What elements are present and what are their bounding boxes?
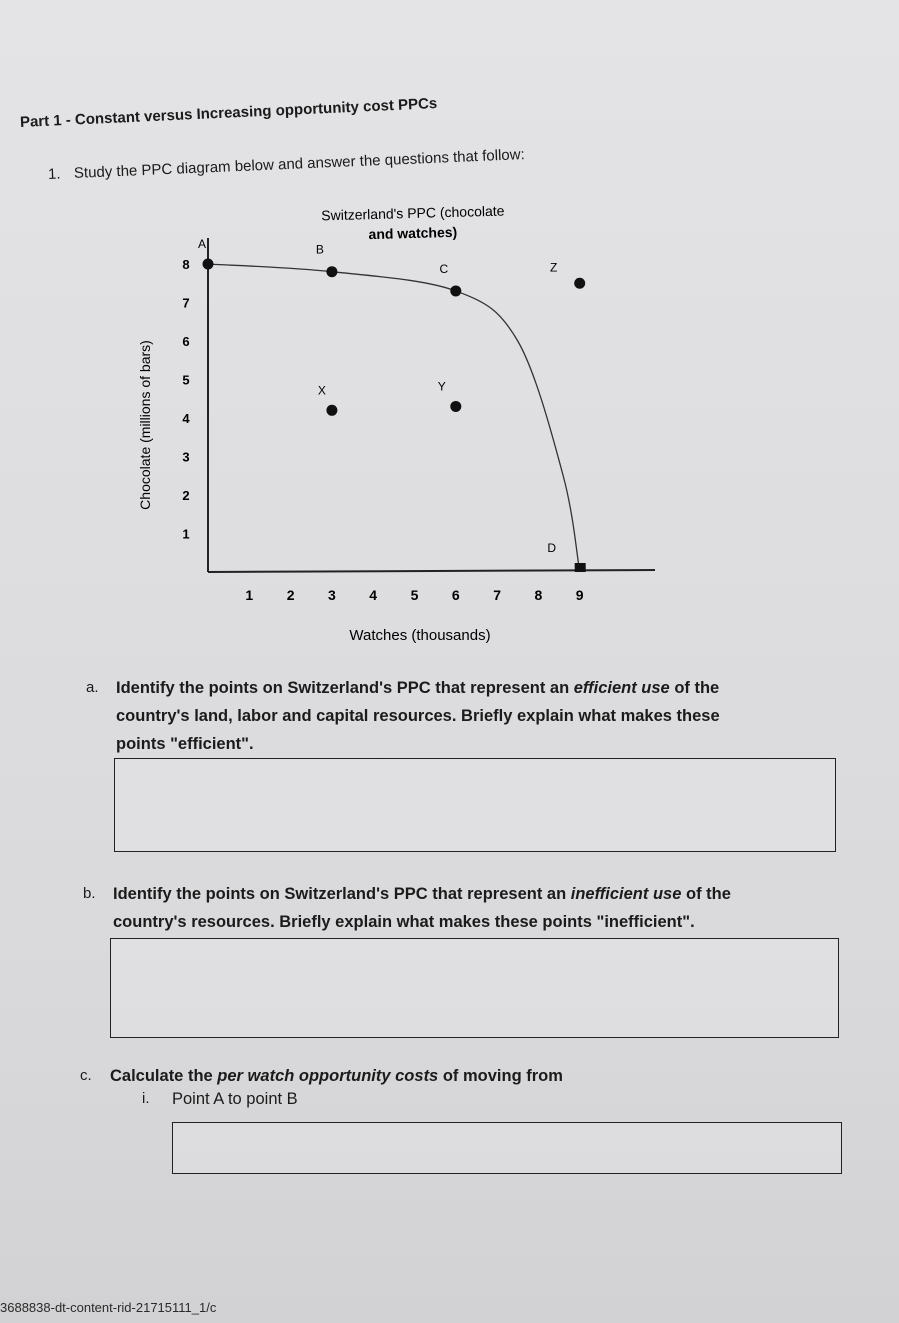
point-d xyxy=(575,563,586,572)
question-a-text-1: Identify the points on Switzerland's PPC that represent an xyxy=(116,679,574,697)
point-b xyxy=(326,266,337,277)
x-axis-label: Watches (thousands) xyxy=(349,627,491,644)
question-b-text-2: of the xyxy=(681,885,731,903)
point-x xyxy=(326,405,337,416)
question-a-text-4: points "efficient". xyxy=(116,735,254,753)
y-tick-label: 2 xyxy=(182,488,190,503)
point-c xyxy=(450,285,461,296)
part-title: Part 1 - Constant versus Increasing opportunity cost PPCs xyxy=(19,95,438,131)
point-b-label: B xyxy=(315,242,324,257)
x-tick-label: 8 xyxy=(534,587,543,603)
y-tick-label: 8 xyxy=(182,257,190,272)
footer-text: 3688838-dt-content-rid-21715111_1/c xyxy=(0,1300,217,1315)
question-1-text: Study the PPC diagram below and answer the questions that follow: xyxy=(73,146,526,182)
point-d-label: D xyxy=(547,541,557,555)
x-axis xyxy=(208,570,655,572)
x-tick-label: 3 xyxy=(328,587,336,603)
answer-box-a[interactable] xyxy=(114,758,836,852)
question-b-label: b. xyxy=(83,885,96,902)
y-tick-label: 3 xyxy=(182,449,190,465)
question-a-emphasis: efficient use xyxy=(573,679,670,697)
question-b xyxy=(83,880,731,936)
question-a-text-3: country's land, labor and capital resources. Briefly explain what makes these xyxy=(116,707,720,725)
question-c-label: c. xyxy=(80,1067,92,1084)
x-tick-label: 2 xyxy=(286,587,295,603)
ppc-chart xyxy=(0,0,899,660)
y-tick-label: 1 xyxy=(182,526,190,542)
point-c-label: C xyxy=(439,261,449,276)
question-b-emphasis: inefficient use xyxy=(570,885,682,903)
question-a-label: a. xyxy=(86,679,99,696)
y-tick-label: 4 xyxy=(182,411,190,426)
chart-title-line-2: and watches) xyxy=(368,223,458,243)
point-y-label: Y xyxy=(437,379,446,394)
x-tick-label: 4 xyxy=(369,587,378,603)
chart-title-line-1: Switzerland's PPC (chocolate xyxy=(321,202,505,224)
answer-box-c-i[interactable] xyxy=(172,1122,842,1174)
question-c-emphasis: per watch opportunity costs xyxy=(217,1067,439,1085)
subquestion-i-text: Point A to point B xyxy=(172,1090,298,1108)
question-c-text-1: Calculate the xyxy=(110,1067,218,1085)
question-a xyxy=(86,674,720,758)
answer-box-b[interactable] xyxy=(110,938,839,1038)
y-tick-label: 7 xyxy=(182,295,190,311)
point-a-label: A xyxy=(197,237,207,251)
x-tick-label: 6 xyxy=(451,587,460,603)
question-b-text-3: country's resources. Briefly explain what makes these points "inefficient". xyxy=(113,913,695,931)
x-tick-label: 5 xyxy=(410,587,419,603)
question-1-number: 1. xyxy=(47,165,61,183)
y-axis-label: Chocolate (millions of bars) xyxy=(137,340,153,510)
point-a xyxy=(203,259,214,270)
point-z xyxy=(574,278,585,289)
question-c-text-2: of moving from xyxy=(438,1067,563,1085)
subquestion-i-label: i. xyxy=(142,1090,150,1107)
x-tick-label: 9 xyxy=(575,587,584,603)
point-y xyxy=(450,401,461,412)
question-b-text-1: Identify the points on Switzerland's PPC that represent an xyxy=(113,885,571,903)
subquestion-i xyxy=(142,1085,298,1113)
point-z-label: Z xyxy=(550,260,558,275)
ppc-curve xyxy=(208,261,580,572)
x-tick-label: 1 xyxy=(245,587,254,603)
y-tick-label: 5 xyxy=(182,372,190,388)
point-x-label: X xyxy=(317,383,326,398)
question-a-text-2: of the xyxy=(669,679,720,697)
y-tick-label: 6 xyxy=(182,334,190,349)
x-tick-label: 7 xyxy=(493,587,501,603)
